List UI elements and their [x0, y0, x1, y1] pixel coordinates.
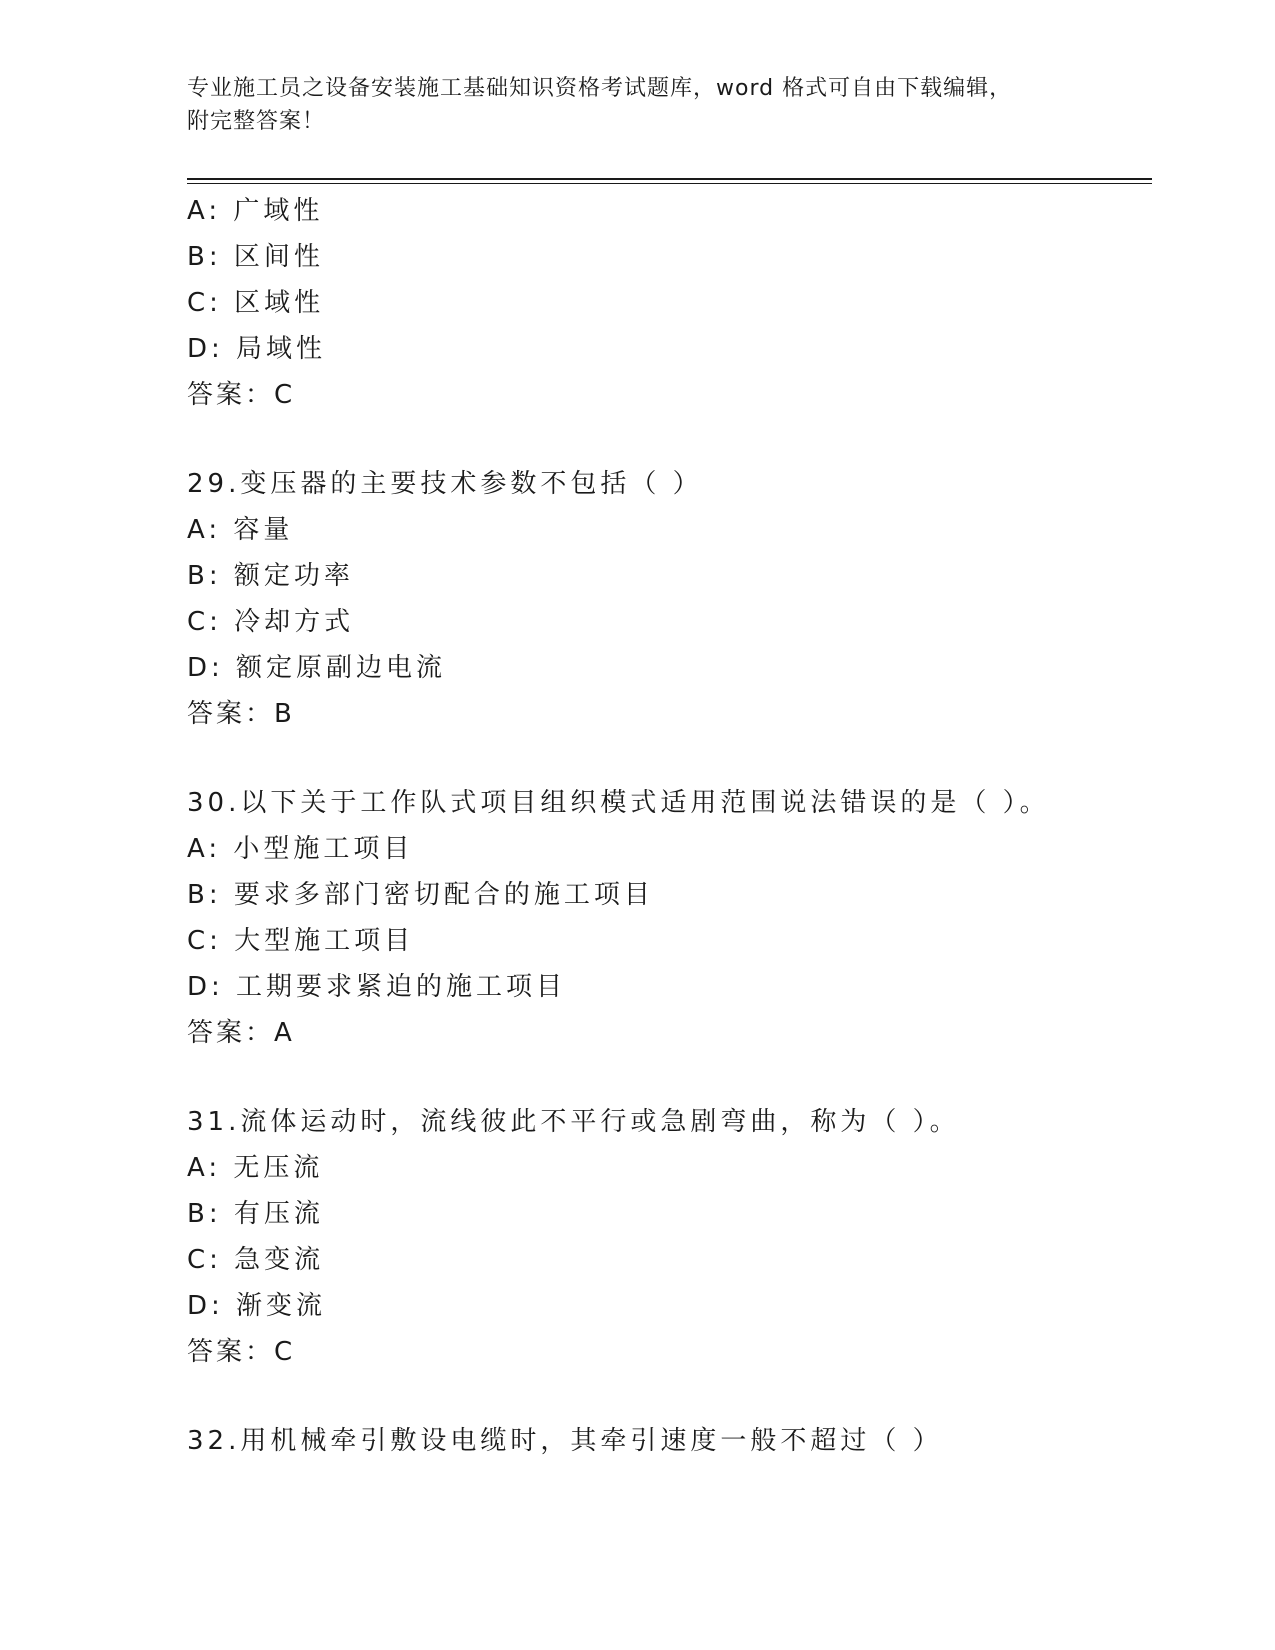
option-d: D: 工期要求紧迫的施工项目	[187, 972, 567, 1002]
option-c: C: 区域性	[187, 288, 325, 318]
question-28-continuation	[187, 188, 1147, 418]
option-a: A: 小型施工项目	[187, 834, 414, 864]
option-c: C: 大型施工项目	[187, 926, 415, 956]
option-a: A: 广域性	[187, 196, 324, 226]
option-c: C: 急变流	[187, 1245, 325, 1275]
option-b: B: 有压流	[187, 1199, 324, 1229]
option-d: D: 渐变流	[187, 1291, 327, 1321]
option-a: A: 无压流	[187, 1153, 324, 1183]
question-32	[187, 1418, 1147, 1464]
question-30	[187, 780, 1147, 1056]
question-stem: 29.变压器的主要技术参数不包括（ ）	[187, 469, 703, 499]
question-list	[187, 188, 1147, 1464]
header-divider-thick	[187, 178, 1152, 180]
question-stem: 32.用机械牵引敷设电缆时，其牵引速度一般不超过（ ）	[187, 1426, 943, 1456]
answer-line: 答案：B	[187, 699, 295, 729]
question-31	[187, 1099, 1147, 1375]
option-b: B: 区间性	[187, 242, 324, 272]
answer-line: 答案：A	[187, 1018, 295, 1048]
option-d: D: 额定原副边电流	[187, 653, 447, 683]
header-divider-thin	[187, 183, 1152, 184]
option-b: B: 要求多部门密切配合的施工项目	[187, 880, 654, 910]
question-stem: 30.以下关于工作队式项目组织模式适用范围说法错误的是（ ）。	[187, 788, 1050, 818]
option-c: C: 冷却方式	[187, 607, 355, 637]
answer-line: 答案：C	[187, 1337, 296, 1367]
option-a: A: 容量	[187, 515, 294, 545]
answer-line: 答案：C	[187, 380, 296, 410]
option-b: B: 额定功率	[187, 561, 354, 591]
question-29	[187, 461, 1147, 737]
document-header: 专业施工员之设备安装施工基础知识资格考试题库，word 格式可自由下载编辑， 附完整答案！	[187, 76, 1013, 134]
question-stem: 31.流体运动时，流线彼此不平行或急剧弯曲，称为（ ）。	[187, 1107, 960, 1137]
option-d: D: 局域性	[187, 334, 327, 364]
